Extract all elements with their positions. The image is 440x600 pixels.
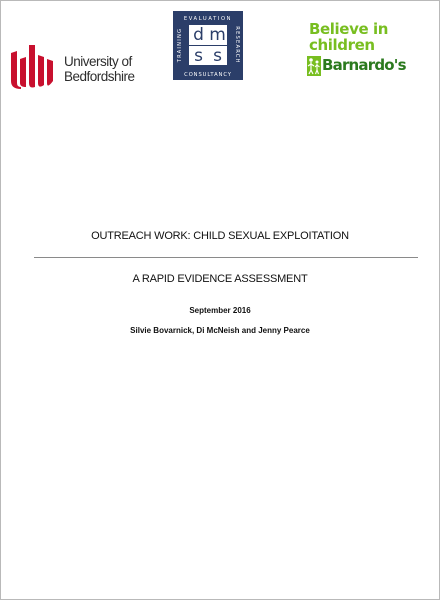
university-of-bedfordshire-logo (9, 45, 135, 91)
document-date: September 2016 (189, 306, 251, 315)
dmss-logo (173, 11, 243, 80)
dmss-letter-s2: s (213, 46, 222, 66)
barnardos-logo (307, 21, 417, 79)
dmss-letter-d: d (193, 25, 204, 45)
university-name-line1: University of (64, 54, 132, 69)
dmss-letter-m: m (209, 25, 226, 45)
title-divider (34, 257, 418, 258)
document-subtitle: A RAPID EVIDENCE ASSESSMENT (132, 273, 308, 285)
dmss-letter-s1: s (194, 46, 203, 66)
university-name-line2: Bedfordshire (64, 69, 135, 84)
document-title: OUTREACH WORK: CHILD SEXUAL EXPLOITATION (91, 230, 349, 242)
ub-red-mark-icon (9, 45, 61, 91)
university-name (64, 54, 135, 84)
barnardos-name: Barnardo's (322, 56, 406, 74)
barnardos-tagline-line2: children (309, 36, 375, 54)
dmss-top-text: EVALUATION (183, 16, 233, 22)
dmss-left-text: TRAINING (177, 27, 183, 63)
dmss-right-text: RESEARCH (234, 26, 240, 64)
dmss-letters (189, 25, 227, 65)
document-authors: Silvie Bovarnick, Di McNeish and Jenny Pearce (130, 326, 310, 335)
barnardos-tagline (309, 21, 388, 53)
barnardos-tagline-line1: Believe in (309, 20, 389, 38)
barnardos-figures-icon (307, 56, 321, 76)
dmss-bottom-text: CONSULTANCY (184, 72, 232, 78)
